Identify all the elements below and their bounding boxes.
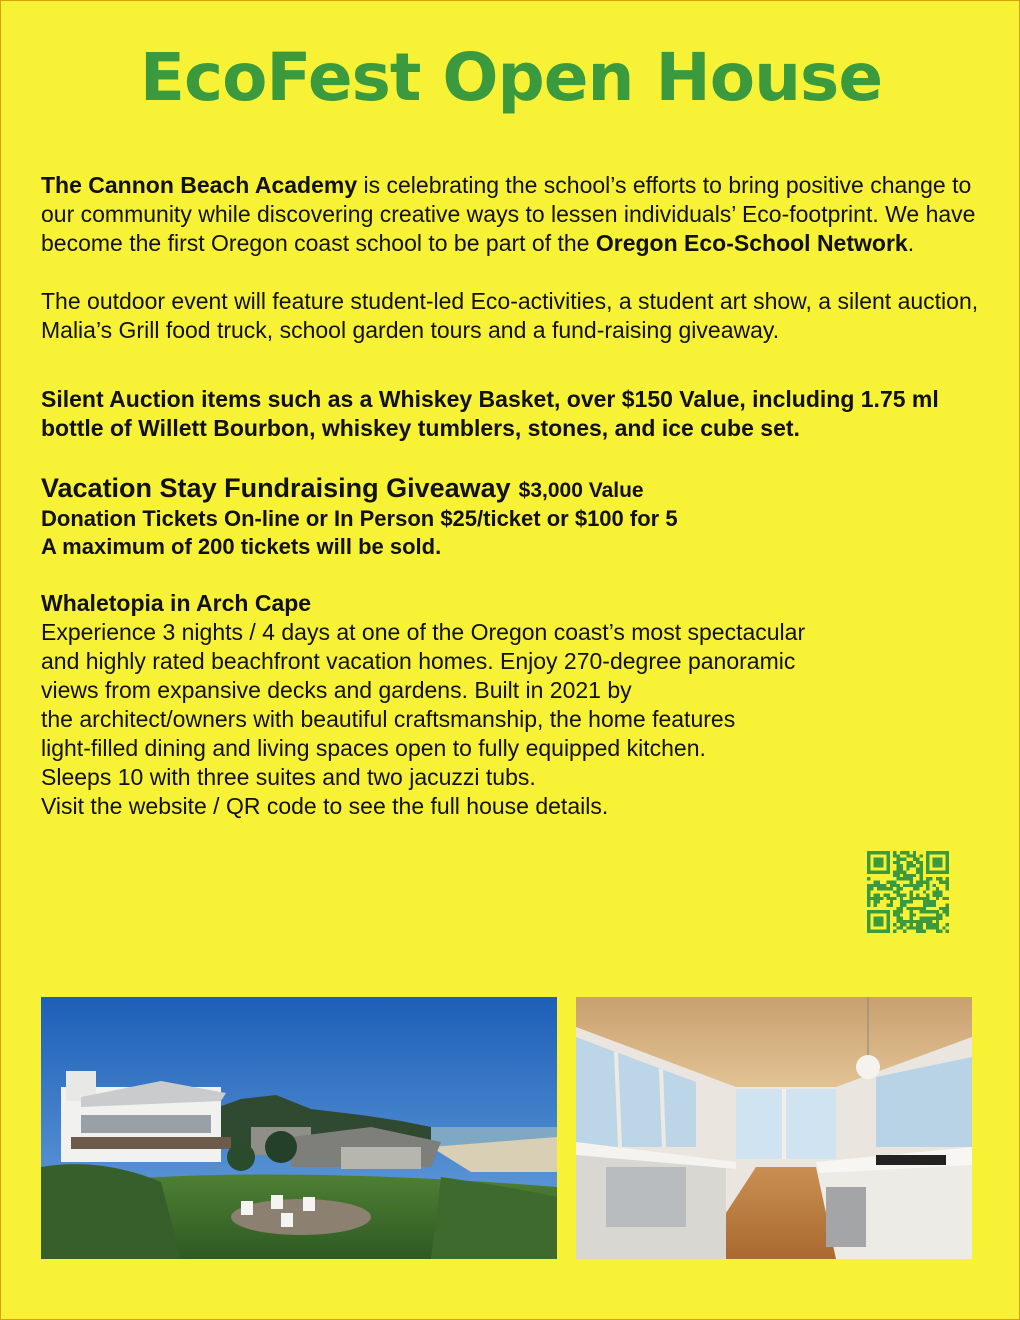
giveaway-section	[41, 473, 981, 505]
silent-auction-text: Silent Auction items such as a Whiskey Basket, over $150 Value, including 1.75 ml bottle of Willett Bourbon, whiskey tumblers, stones, and ice cube set.	[41, 386, 939, 441]
network-name: Oregon Eco-School Network	[595, 230, 908, 256]
event-description: The outdoor event will feature student-led Eco-activities, a student art show, a silent auction, Malia’s Grill food truck, school garden tours and a fund-raising giveaway.	[41, 288, 979, 343]
property-name: Whaletopia in Arch Cape	[41, 590, 312, 616]
beach-house-photo	[41, 997, 557, 1259]
flyer-title: EcoFest Open House	[139, 39, 883, 116]
property-line: light-filled dining and living spaces open to fully equipped kitchen.	[41, 735, 706, 761]
ticket-limit: A maximum of 200 tickets will be sold.	[41, 534, 442, 559]
intro-text: is celebrating the school’s efforts to bring positive change to our community while discovering creative ways to lessen individuals’ Eco-footprint. We have become the first Oregon coast school to be part of the	[41, 172, 976, 256]
property-line: and highly rated beachfront vacation homes. Enjoy 270-degree panoramic	[41, 648, 796, 674]
giveaway-heading: Vacation Stay Fundraising Giveaway	[41, 473, 511, 503]
academy-name: The Cannon Beach Academy	[41, 172, 358, 198]
intro-end: .	[907, 230, 915, 256]
property-line: the architect/owners with beautiful craftsmanship, the home features	[41, 706, 736, 732]
property-line: Experience 3 nights / 4 days at one of the Oregon coast’s most spectacular	[41, 619, 806, 645]
intro-paragraph	[41, 171, 981, 258]
giveaway-value: $3,000 Value	[518, 479, 644, 502]
property-line: Visit the website / QR code to see the full house details.	[41, 793, 609, 819]
qr-code-icon[interactable]	[867, 851, 949, 933]
ticket-pricing: Donation Tickets On-line or In Person $25/ticket or $100 for 5	[41, 506, 678, 531]
flyer-body	[41, 171, 981, 821]
kitchen-photo	[576, 997, 972, 1259]
property-line: Sleeps 10 with three suites and two jacuzzi tubs.	[41, 764, 536, 790]
property-line: views from expansive decks and gardens. Built in 2021 by	[41, 677, 632, 703]
